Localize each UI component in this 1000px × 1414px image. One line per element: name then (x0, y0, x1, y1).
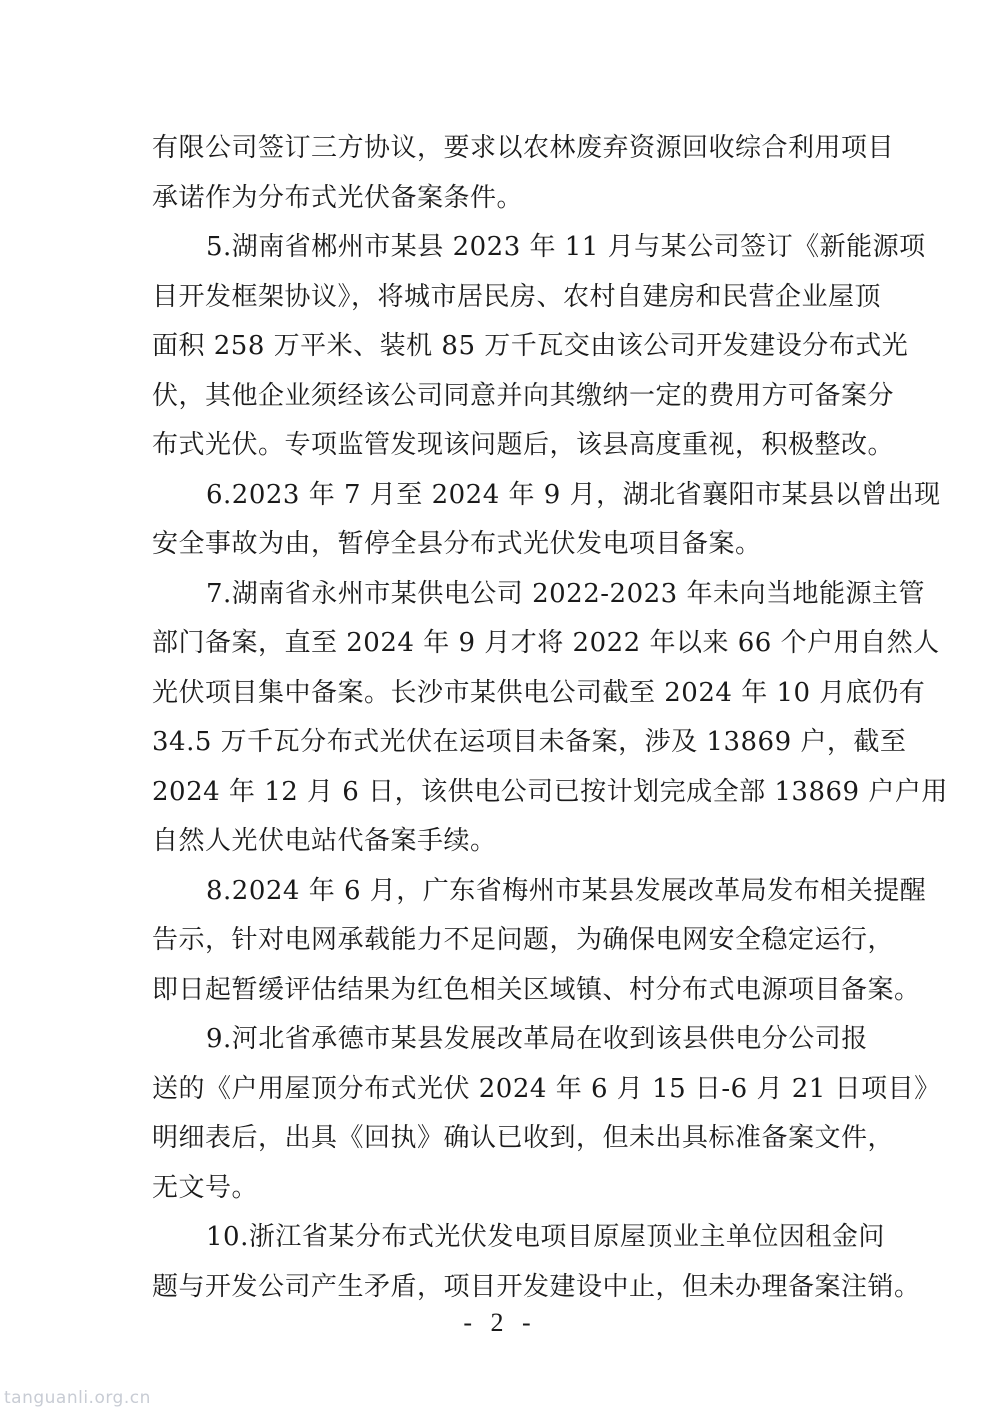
paragraph-line: 送的《户用屋顶分布式光伏 2024 年 6 月 15 日-6 月 21 日项目》 (152, 1073, 941, 1104)
paragraph-line: 光伏项目集中备案。长沙市某供电公司截至 2024 年 10 月底仍有 (152, 677, 926, 708)
paragraph-line: 9.河北省承德市某县发展改革局在收到该县供电分公司报 (206, 1024, 868, 1054)
paragraph-line: 伏，其他企业须经该公司同意并向其缴纳一定的费用方可备案分 (152, 380, 895, 411)
paragraph-line: 布式光伏。专项监管发现该问题后，该县高度重视，积极整改。 (152, 430, 895, 460)
paragraph-line: 承诺作为分布式光伏备案条件。 (152, 182, 524, 213)
paragraph-line: 5.湖南省郴州市某县 2023 年 11 月与某公司签订《新能源项 (206, 232, 926, 262)
paragraph-line: 告示，针对电网承载能力不足问题，为确保电网安全稳定运行， (152, 925, 895, 955)
paragraph-line: 7.湖南省永州市某供电公司 2022-2023 年未向当地能源主管 (206, 578, 925, 609)
paragraph-line: 6.2023 年 7 月至 2024 年 9 月，湖北省襄阳市某县以曾出现 (206, 479, 941, 510)
paragraph-line: 题与开发公司产生矛盾，项目开发建设中止，但未办理备案注销。 (152, 1271, 921, 1302)
document-body (152, 128, 948, 1316)
page-number: - 2 - (463, 1308, 537, 1337)
paragraph-item-10 (152, 1217, 921, 1316)
paragraph-line: 无文号。 (152, 1172, 259, 1203)
paragraph-1 (152, 128, 895, 227)
paragraph-line: 面积 258 万平米、装机 85 万千瓦交由该公司开发建设分布式光 (152, 331, 909, 361)
paragraph-line: 目开发框架协议》，将城市居民房、农村自建房和民营企业屋顶 (152, 281, 882, 312)
paragraph-line: 2024 年 12 月 6 日，该供电公司已按计划完成全部 13869 户户用 (152, 776, 948, 807)
paragraph-line: 有限公司签订三方协议，要求以农林废弃资源回收综合利用项目 (152, 133, 895, 163)
paragraph-line: 安全事故为由，暂停全县分布式光伏发电项目备案。 (152, 529, 762, 559)
paragraph-item-5 (152, 227, 926, 475)
paragraph-line: 34.5 万千瓦分布式光伏在运项目未备案，涉及 13869 户，截至 (152, 727, 907, 757)
paragraph-item-6 (152, 475, 941, 574)
paragraph-item-7 (152, 574, 948, 871)
paragraph-line: 10.浙江省某分布式光伏发电项目原屋顶业主单位因租金问 (206, 1222, 885, 1252)
paragraph-item-9 (152, 1019, 941, 1217)
paragraph-line: 8.2024 年 6 月，广东省梅州市某县发展改革局发布相关提醒 (206, 875, 927, 906)
paragraph-item-8 (152, 871, 927, 1020)
paragraph-line: 自然人光伏电站代备案手续。 (152, 826, 497, 856)
paragraph-line: 部门备案，直至 2024 年 9 月才将 2022 年以来 66 个户用自然人 (152, 628, 940, 658)
paragraph-line: 即日起暂缓评估结果为红色相关区域镇、村分布式电源项目备案。 (152, 974, 921, 1005)
paragraph-line: 明细表后，出具《回执》确认已收到，但未出具标准备案文件， (152, 1123, 895, 1153)
watermark: tanguanli.org.cn (4, 1388, 151, 1408)
